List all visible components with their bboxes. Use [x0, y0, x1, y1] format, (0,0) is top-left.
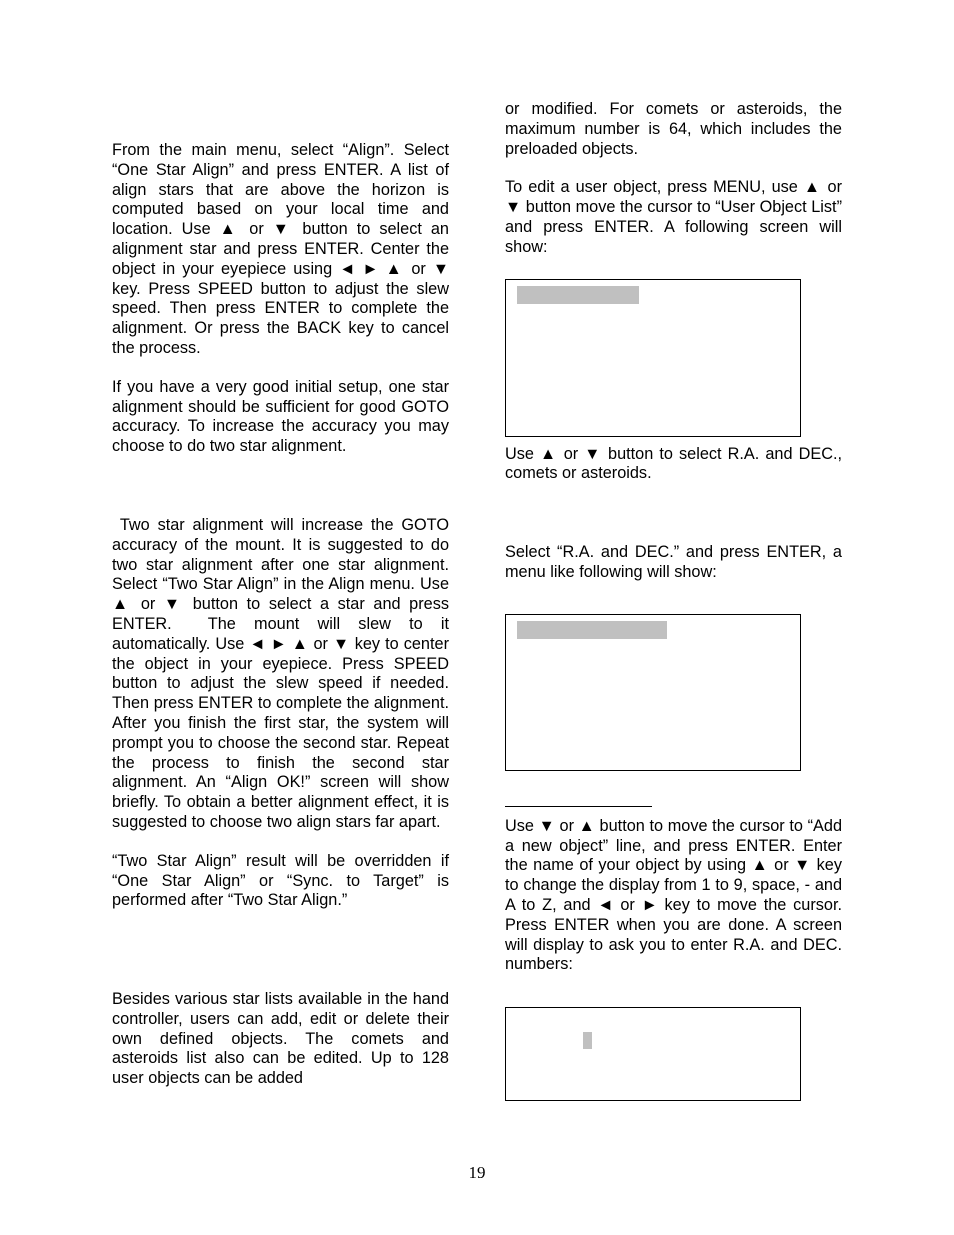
- paragraph-edit-user-object: To edit a user object, press MENU, use ▲ or ▼ button move the cursor to “User Object List” and press ENTER. A following screen will show:: [505, 178, 842, 256]
- section-underline: [505, 806, 652, 807]
- paragraph-add-new-object: Use ▼ or ▲ button to move the cursor to “Add a new object” line, and press ENTER. Enter the name of your object by using ▲ or ▼ key to change the display from 1 to 9, space, - and A to Z, and ◄ or ► key to move the cursor. Press ENTER when you are done. A screen will display to ask you to enter R.A. and DEC. numbers:: [505, 816, 842, 974]
- lcd-highlight-bar: [517, 286, 639, 304]
- paragraph-two-star-align: Two star alignment will increase the GOTO accuracy of the mount. It is suggested to do two star alignment after one star alignment. Select “Two Star Align” in the Align menu. Use ▲ or ▼ button to select a star and press ENTER. The mount will slew to it automatically. Use ◄ ► ▲ or ▼ key to center the object in your eyepiece. Press SPEED button to adjust the slew speed if needed. Then press ENTER to complete the alignment. After you finish the first star, the system will prompt you to choose the second star. Repeat the process to finish the second star alignment. An “Align OK!” screen will show briefly. To obtain a better alignment effect, it is suggested to choose two align stars far apart.: [112, 515, 454, 831]
- paragraph-user-objects: Besides various star lists available in the hand controller, users can add, edit or delete their own defined objects. The comets and asteroids list also can be edited. Up to 128 user objects can be added: [112, 990, 449, 1088]
- lcd-cursor-block: [583, 1032, 592, 1049]
- paragraph-good-setup: If you have a very good initial setup, one star alignment should be sufficient for good GOTO accuracy. To increase the accuracy you may choose to do two star alignment.: [112, 377, 449, 456]
- paragraph-modified: or modified. For comets or asteroids, the maximum number is 64, which includes the preloaded objects.: [505, 100, 842, 158]
- paragraph-select-ra-dec: Use ▲ or ▼ button to select R.A. and DEC., comets or asteroids.: [505, 444, 842, 483]
- lcd-screen-user-object-list: [505, 279, 801, 437]
- paragraph-override-note: “Two Star Align” result will be overridden if “One Star Align” or “Sync. to Target” is performed after “Two Star Align.”: [112, 851, 449, 910]
- left-column: [112, 141, 454, 1089]
- lcd-highlight-bar: [517, 621, 667, 639]
- lcd-screen-ra-dec-menu: [505, 614, 801, 771]
- paragraph-one-star-align: From the main menu, select “Align”. Select “One Star Align” and press ENTER. A list of align stars that are above the horizon is computed based on your local time and location. Use ▲ or ▼ button to select an alignment star and press ENTER. Center the object in your eyepiece using ◄ ► ▲ or ▼ key. Press SPEED button to adjust the slew speed. Then press ENTER to complete the alignment. Or press the BACK key to cancel the process.: [112, 141, 449, 357]
- page-number: 19: [468, 1163, 486, 1182]
- lcd-screen-enter-ra-dec: [505, 1007, 801, 1101]
- paragraph-ra-dec-menu: Select “R.A. and DEC.” and press ENTER, a menu like following will show:: [505, 543, 842, 581]
- right-column: [505, 100, 842, 975]
